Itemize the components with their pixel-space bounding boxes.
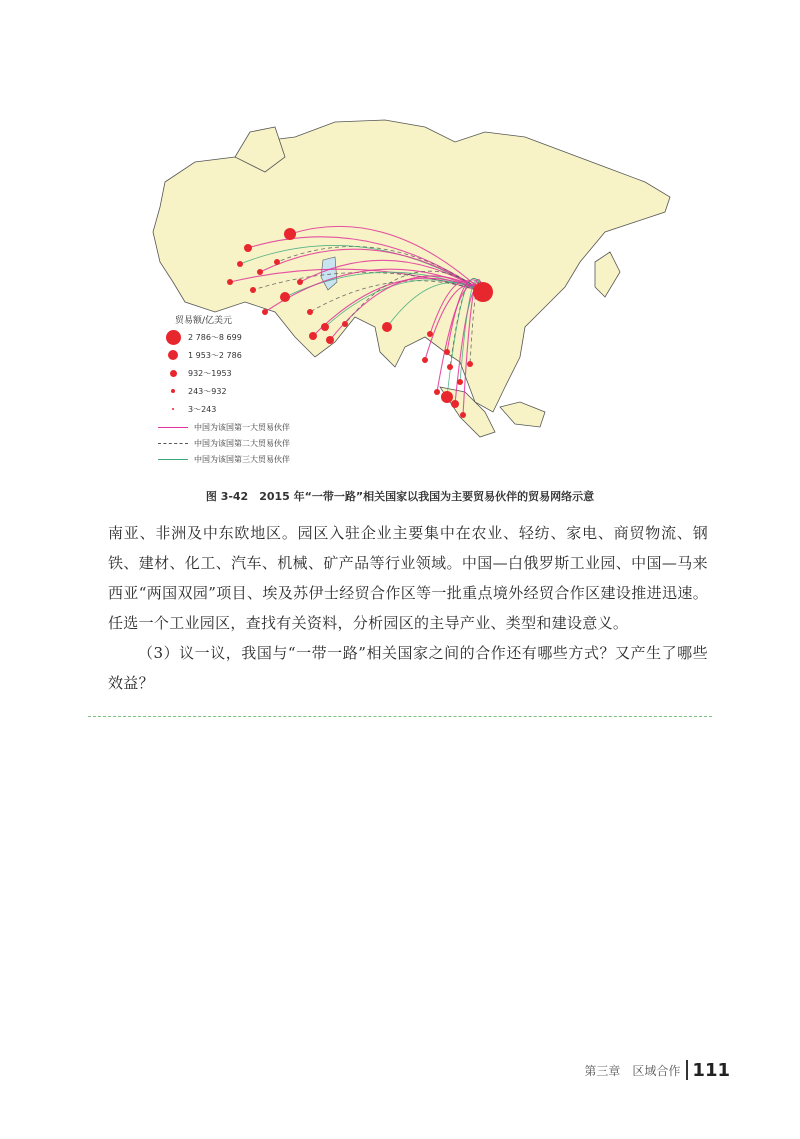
- legend-size-1: [158, 330, 242, 344]
- legend-dot-icon: [168, 350, 178, 360]
- footer-bar: [686, 1060, 688, 1080]
- legend-line-third: [158, 453, 290, 465]
- solid-green-line-icon: [158, 459, 188, 460]
- trade-node: [457, 379, 463, 385]
- legend-size-4-label: 243～932: [188, 386, 227, 396]
- legend-size-5: [158, 402, 216, 416]
- landmass-japan: [595, 252, 620, 297]
- trade-node: [307, 309, 313, 315]
- trade-node: [444, 349, 450, 355]
- trade-node: [326, 336, 334, 344]
- trade-node: [441, 391, 453, 403]
- legend-size-1-label: 2 786～8 699: [188, 332, 242, 342]
- trade-node: [447, 364, 453, 370]
- legend-line-third-label: 中国为该国第三大贸易伙伴: [194, 454, 290, 464]
- legend-size-4: [158, 384, 227, 398]
- trade-node: [321, 323, 329, 331]
- solid-magenta-line-icon: [158, 427, 188, 428]
- legend-size-5-label: 3～243: [188, 404, 217, 414]
- legend-size-2: [158, 348, 242, 362]
- trade-node: [244, 244, 252, 252]
- trade-node: [460, 412, 466, 418]
- legend-line-first: [158, 421, 290, 433]
- trade-node: [422, 357, 428, 363]
- legend-title: 贸易额/亿美元: [175, 316, 233, 326]
- trade-node: [342, 321, 348, 327]
- page-number: 111: [692, 1059, 730, 1081]
- legend-dot-icon: [172, 408, 174, 410]
- landmass-island-chain: [500, 402, 545, 427]
- figure-caption: 图 3-42 2015 年“一带一路”相关国家以我国为主要贸易伙伴的贸易网络示意: [205, 490, 595, 503]
- trade-node: [309, 332, 317, 340]
- legend-line-second: [158, 437, 290, 449]
- paragraph-1: 南亚、非洲及中东欧地区。园区入驻企业主要集中在农业、轻纺、家电、商贸物流、钢铁、建材、化工、汽车、机械、矿产品等行业领域。中国—白俄罗斯工业园、中国—马来西亚“两国双园”项目、埃及苏伊士经贸合作区等一批重点境外经贸合作区建设推进迅速。任选一个工业园区，查找有关资料，分析园区的主导产业、类型和建设意义。: [108, 524, 708, 632]
- trade-node: [257, 269, 263, 275]
- body-text: [108, 518, 708, 698]
- legend-dot-icon: [166, 330, 181, 345]
- legend-dot-icon: [171, 389, 175, 393]
- dashed-line-icon: [158, 443, 188, 444]
- legend-size-3-label: 932～1953: [188, 368, 232, 378]
- paragraph-2: （3）议一议，我国与“一带一路”相关国家之间的合作还有哪些方式？又产生了哪些效益？: [108, 644, 708, 692]
- china-hub-node: [473, 282, 493, 302]
- chapter-label: 第三章 区域合作: [584, 1063, 681, 1078]
- legend-size-2-label: 1 953～2 786: [188, 350, 242, 360]
- trade-node: [451, 400, 459, 408]
- trade-node: [297, 279, 303, 285]
- trade-node: [284, 228, 296, 240]
- trade-node: [467, 361, 473, 367]
- trade-node: [262, 309, 268, 315]
- trade-node: [227, 279, 233, 285]
- trade-node: [427, 331, 433, 337]
- legend-line-second-label: 中国为该国第二大贸易伙伴: [194, 438, 290, 448]
- legend-size-3: [158, 366, 232, 380]
- legend-line-first-label: 中国为该国第一大贸易伙伴: [194, 422, 290, 432]
- trade-node: [237, 261, 243, 267]
- page-footer: [560, 1058, 730, 1082]
- trade-node: [434, 389, 440, 395]
- trade-node: [280, 292, 290, 302]
- trade-node: [382, 322, 392, 332]
- legend-dot-icon: [170, 370, 177, 377]
- trade-node: [250, 287, 256, 293]
- trade-node: [274, 259, 280, 265]
- dashed-divider: [88, 716, 712, 717]
